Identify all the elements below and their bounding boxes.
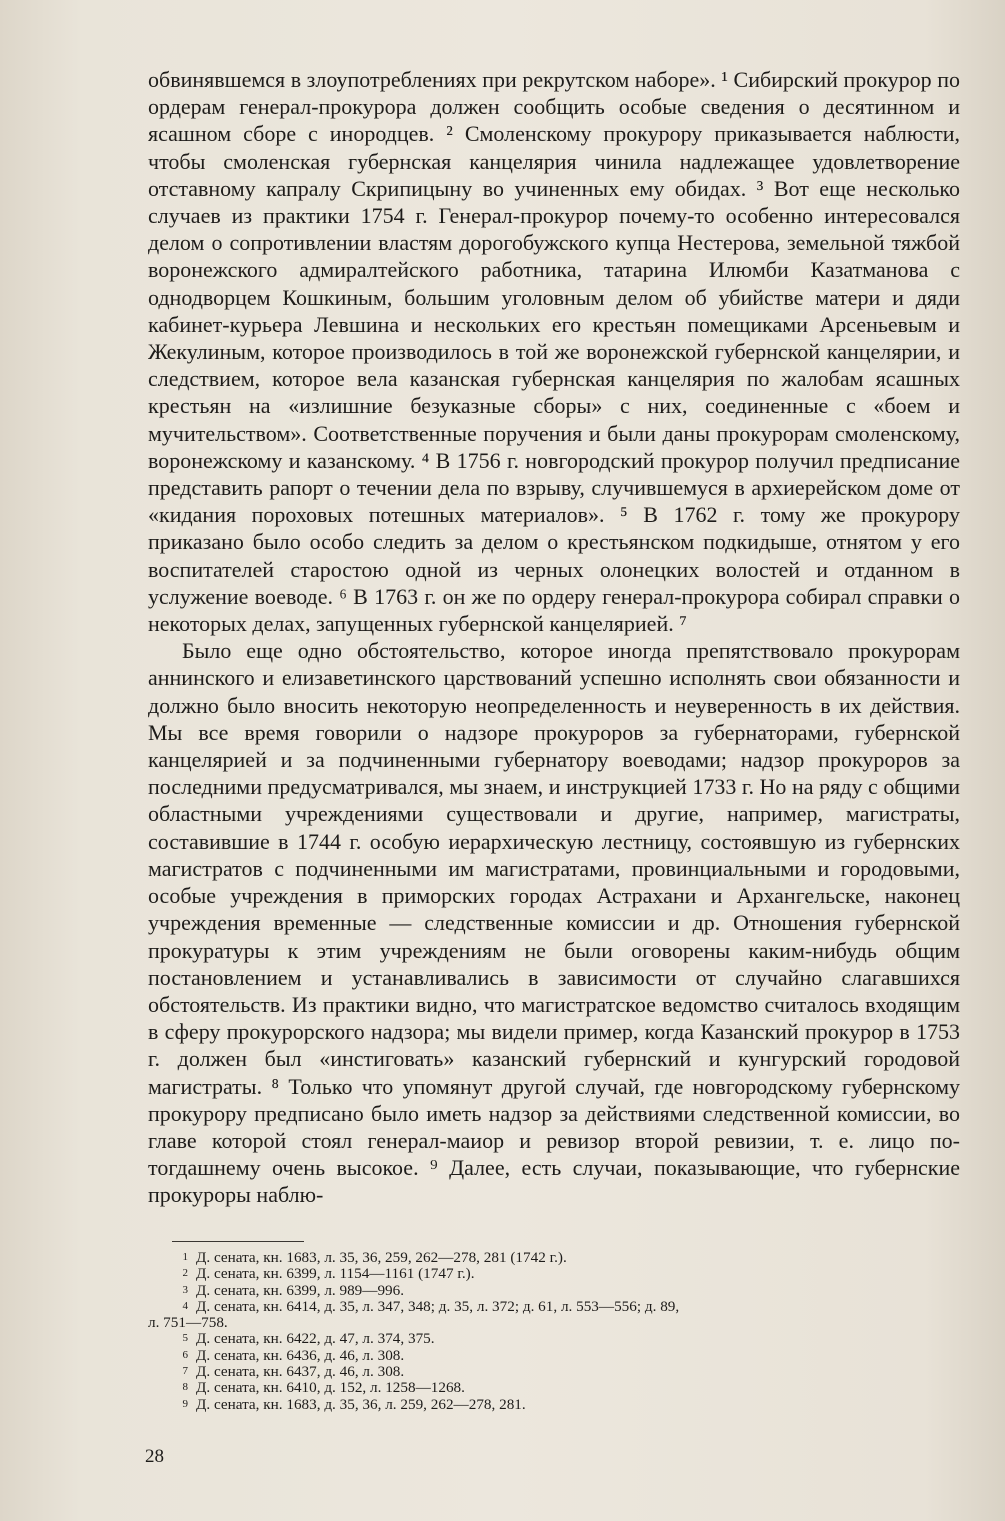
- footnote-number: 7: [182, 1365, 188, 1378]
- footnote-text: Д. сената, кн. 6399, л. 989—996.: [196, 1281, 405, 1299]
- footnote-number: 1: [182, 1251, 188, 1263]
- footnote-text: Д. сената, кн. 6436, д. 46, л. 308.: [196, 1346, 405, 1364]
- footnote-text: Д. сената, кн. 6422, д. 47, л. 374, 375.: [196, 1330, 435, 1348]
- footnote: [148, 1299, 960, 1315]
- paragraph: Было еще одно обстоятельство, которое иногда препятствовало прокурорам аннинского и елизаветинского царствований успешно исполнять свои обязанности и должно было вносить некоторую неопределенность и неуверенность в их действия. Мы все время говорили о надзоре прокуроров за губернаторами, губернской канцелярией и за подчиненными губернатору воеводами; надзор прокуроров за последними предусматривался, мы знаем, и инструкцией 1733 г. Но на ряду с общими областными учреждениями существовали и другие, например, магистраты, составившие в 1744 г. особую иерархическую лестницу, состоявшую из губернских магистратов с подчиненными им магистратами, провинциальными и городовыми, особые учреждения в приморских городах Астрахани и Архангельске, наконец учреждения временные — следственные комиссии и др. Отношения губернской прокуратуры к этим учреждениям не были оговорены каким-нибудь общим постановлением и устанавливались в зависимости от случайно слагавшихся обстоятельств. Из практики видно, что магистратское ведомство считалось входящим в сферу прокурорского надзора; мы видели пример, когда Казанский прокурор в 1753 г. должен был «инстиговать» казанский губернский и кунгурский городовой магистраты. ⁸ Только что упомянут другой случай, где новгородскому губернскому прокурору предписано было иметь надзор за действиями следственной комиссии, во главе которой стоял генерал-маиор и ревизор второй ревизии, т. е. лицо по-тогдашнему очень высокое. ⁹ Далее, есть случаи, показывающие, что губернские прокуроры наблю-: [148, 638, 960, 1208]
- footnote-number: 4: [182, 1299, 188, 1312]
- footnote: [148, 1364, 960, 1380]
- footnote-number: 5: [182, 1332, 188, 1345]
- paragraph: обвинявшемся в злоупотреблениях при рекрутском наборе». ¹ Сибирский прокурор по ордерам генерал-прокурора должен сообщить особые сведения о десятинном и ясашном сборе с инородцев. ² Смоленскому прокурору приказывается наблюсти, чтобы смоленская губернская канцелярия чинила надлежащее удовлетворение отставному капралу Скрипицыну во учиненных ему обидах. ³ Вот еще несколько случаев из практики 1754 г. Генерал-прокурор почему-то особенно интересовался делом о сопротивлении властям дорогобужского купца Нестерова, земельной тяжбой воронежского адмиралтейского работника, татарина Илюмби Казатманова с однодворцем Кошкиным, большим уголовным делом об убийстве матери и дяди кабинет-курьера Левшина и нескольких его крестьян помещиками Арсеньевым и Жекулиным, которое производилось в той же воронежской губернской канцелярии, и следствием, которое вела казанская губернская канцелярия по жалобам ясашных крестьян на «излишние безуказные сборы» с них, соединенные с «боем и мучительством». Соответственные поручения и были даны прокурорам смоленскому, воронежскому и казанскому. ⁴ В 1756 г. новгородский прокурор получил предписание представить рапорт о течении дела по взрыву, случившемуся в архиерейском доме от «кидания пороховых потешных материалов». ⁵ В 1762 г. тому же прокурору приказано было особо следить за делом о крестьянском подкидыше, отнятом у его воспитателей старостою одной из черных олонецких волостей и отданном в услужение воеводе. ⁶ В 1763 г. он же по ордеру генерал-прокурора собирал справки о некоторых делах, запущенных губернской канцелярией. ⁷: [148, 67, 960, 637]
- footnote: [148, 1283, 960, 1299]
- footnote-text: Д. сената, кн. 1683, д. 35, 36, л. 259, 262—278, 281.: [196, 1395, 526, 1413]
- footnote-text: Д. сената, кн. 6399, л. 1154—1161 (1747 г.).: [196, 1265, 475, 1283]
- footnote-text: Д. сената, кн. 1683, л. 35, 36, 259, 262—278, 281 (1742 г.).: [196, 1249, 567, 1266]
- footnote-number: 8: [182, 1381, 188, 1394]
- page-number: 28: [145, 1446, 164, 1467]
- footnotes: [148, 1250, 960, 1413]
- footnote-text: Д. сената, кн. 6437, д. 46, л. 308.: [196, 1363, 405, 1381]
- footnote-number: 3: [182, 1283, 188, 1296]
- footnote-number: 6: [182, 1348, 188, 1361]
- body-text: [148, 66, 960, 1209]
- footnote: [148, 1348, 960, 1364]
- footnote: [148, 1380, 960, 1396]
- footnote-rule: [172, 1241, 304, 1242]
- footnote: [148, 1266, 960, 1282]
- footnote-number: 9: [182, 1397, 188, 1410]
- footnote: [148, 1250, 960, 1266]
- footnote-number: 2: [182, 1267, 188, 1280]
- footnote: [148, 1397, 960, 1413]
- footnote-continuation: л. 751—758.: [148, 1314, 228, 1332]
- footnote: [148, 1331, 960, 1347]
- footnote-text: Д. сената, кн. 6414, д. 35, л. 347, 348; д. 35, л. 372; д. 61, л. 553—556; д. 89,: [196, 1297, 680, 1315]
- footnote-text: Д. сената, кн. 6410, д. 152, л. 1258—1268.: [196, 1379, 465, 1397]
